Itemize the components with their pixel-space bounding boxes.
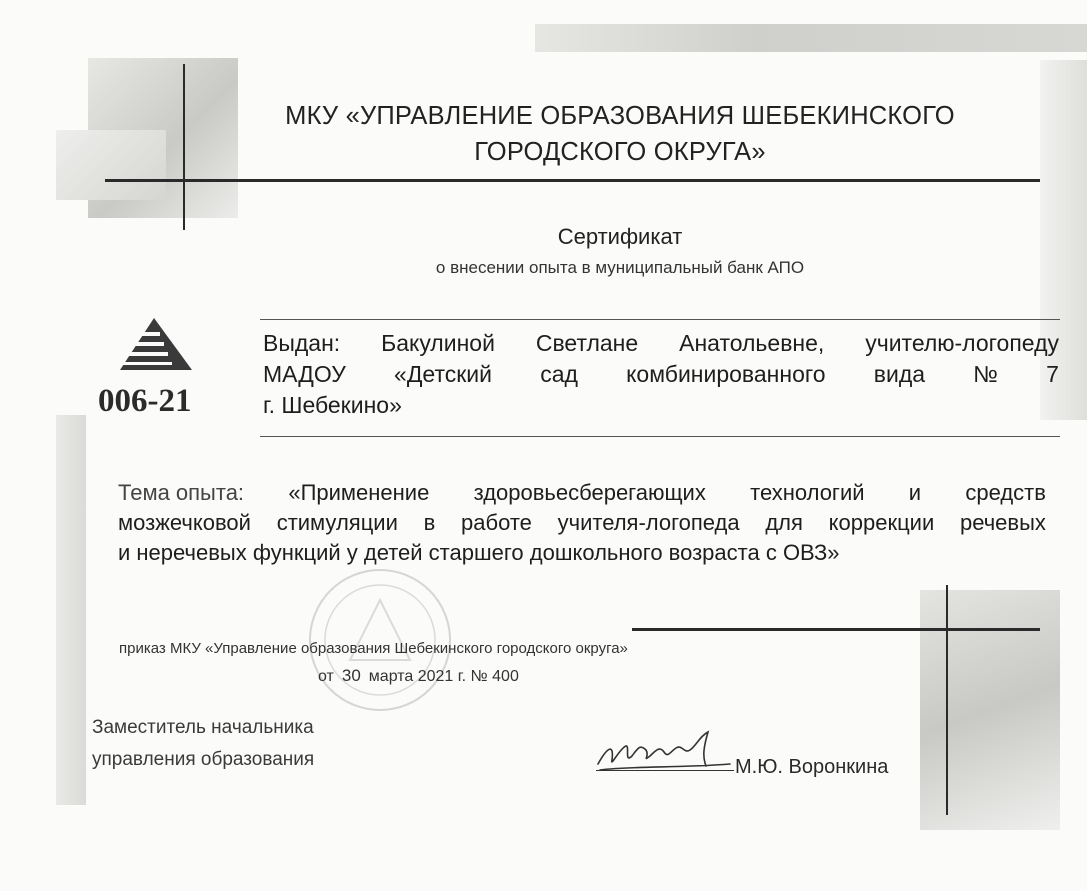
topic-line: [118, 508, 1046, 538]
position-line: Заместитель начальника: [92, 717, 314, 738]
order-date-day: 30: [341, 666, 361, 685]
issued-word: Бакулиной: [381, 330, 495, 356]
certificate-number: 006-21: [98, 383, 192, 419]
topic-word: технологий: [750, 480, 865, 505]
issued-line: [263, 390, 1059, 421]
issued-word: Выдан:: [263, 330, 341, 356]
handwritten-signature-icon: [590, 726, 740, 776]
certificate-title: Сертификат: [557, 224, 683, 249]
topic-word: коррекции: [828, 510, 935, 535]
organization-title: [185, 98, 1055, 170]
org-title-line: МКУ «УПРАВЛЕНИЕ ОБРАЗОВАНИЯ ШЕБЕКИНСКОГО: [285, 102, 955, 130]
vertical-rule: [946, 585, 948, 815]
issued-word: №: [973, 361, 998, 387]
issued-word: «Детский: [394, 361, 492, 387]
topic-word: для: [765, 510, 803, 535]
topic-word: в: [423, 510, 436, 535]
topic-line: [118, 538, 1046, 568]
signatory-name: М.Ю. Воронкина: [735, 756, 889, 778]
issued-word: комбинированного: [626, 361, 826, 387]
issued-word: Анатольевне,: [679, 330, 825, 356]
order-date-prefix: от: [318, 668, 334, 685]
order-date-rest: марта 2021 г. № 400: [368, 668, 519, 685]
topic-word: работе: [461, 510, 532, 535]
scan-shade: [56, 415, 86, 805]
topic-word: и: [908, 480, 922, 505]
signatory-position: [92, 712, 314, 776]
issued-line: [263, 328, 1059, 359]
signature-line: [596, 770, 734, 771]
certificate-subtitle: о внесении опыта в муниципальный банк АПО: [435, 258, 805, 277]
stepped-pyramid-icon: [120, 318, 192, 370]
order-date: [318, 666, 519, 686]
scan-shade: [920, 590, 1060, 830]
issued-to-block: [263, 328, 1059, 421]
topic-word: «Применение: [288, 480, 430, 505]
issued-top-rule: [260, 319, 1060, 320]
order-reference: приказ МКУ «Управление образования Шебекинского городского округа»: [119, 640, 628, 657]
topic-word: стимуляции: [276, 510, 398, 535]
topic-label: Тема опыта:: [118, 480, 245, 505]
topic-word: средств: [965, 480, 1046, 505]
experience-topic: [118, 478, 1046, 568]
issued-word: сад: [540, 361, 578, 387]
org-title-line: ГОРОДСКОГО ОКРУГА»: [474, 138, 766, 166]
topic-word: речевых: [959, 510, 1046, 535]
topic-word: учителя-логопеда: [557, 510, 740, 535]
header-rule: [105, 179, 1040, 182]
issued-word: 7: [1046, 361, 1059, 387]
scan-shade: [535, 24, 1087, 52]
signature-area-rule: [632, 628, 1040, 631]
issued-word: МАДОУ: [263, 361, 346, 387]
issued-word: вида: [873, 361, 926, 387]
scan-shade: [56, 130, 166, 200]
topic-word: здоровьесберегающих: [473, 480, 706, 505]
issued-word: г. Шебекино»: [263, 392, 402, 418]
topic-word: мозжечковой: [118, 510, 251, 535]
issued-bottom-rule: [260, 436, 1060, 437]
issued-line: [263, 359, 1059, 390]
issued-word: Светлане: [535, 330, 639, 356]
issued-word: учителю-логопеду: [865, 330, 1059, 356]
position-line: управления образования: [92, 749, 315, 770]
topic-word: и неречевых функций у детей старшего дошкольного возраста с ОВЗ»: [118, 540, 840, 565]
topic-line: [118, 478, 1046, 508]
